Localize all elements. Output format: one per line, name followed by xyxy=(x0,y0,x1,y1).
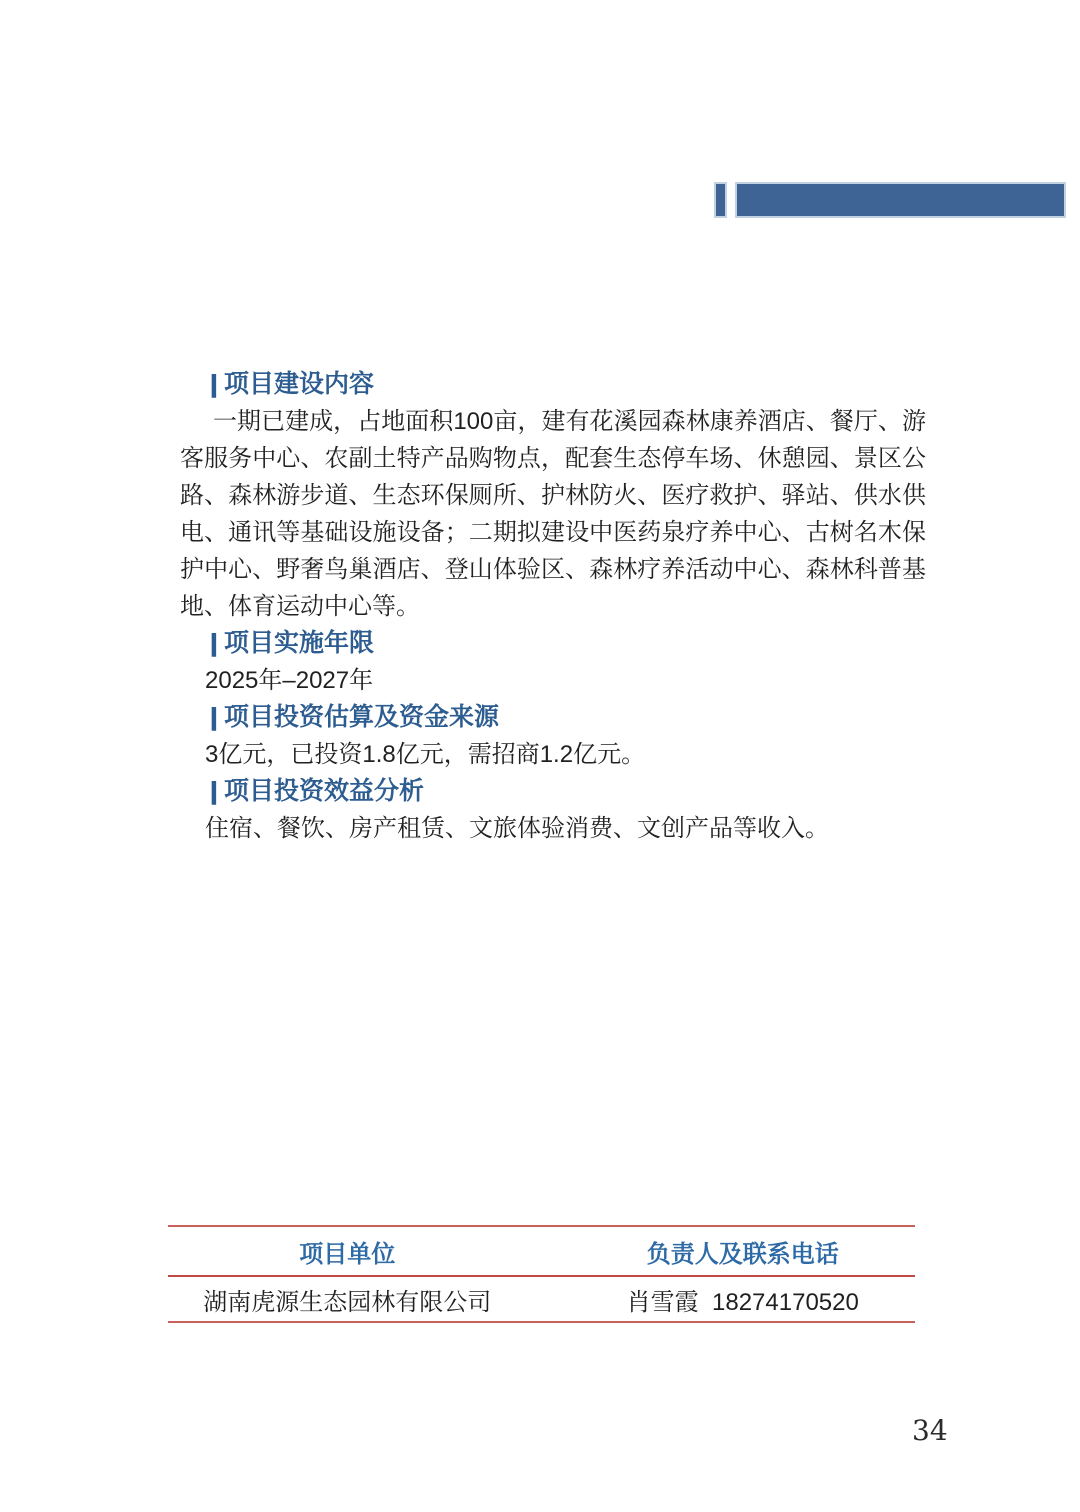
section-body-benefit: 住宿、餐饮、房产租赁、文旅体验消费、文创产品等收入。 xyxy=(205,815,829,842)
section-heading-investment xyxy=(209,699,926,736)
section-heading-label: 项目投资效益分析 xyxy=(224,777,425,805)
section-heading-schedule xyxy=(209,625,926,662)
section-heading-benefit xyxy=(209,773,926,810)
header-accent-bar-large xyxy=(735,182,1066,218)
heading-bar-marker: | xyxy=(209,777,219,805)
contact-cell: 肖雪霞 18274170520 xyxy=(626,1288,859,1316)
section-heading-construction xyxy=(209,366,926,403)
table-row xyxy=(168,1277,915,1323)
heading-bar-marker: | xyxy=(209,703,219,731)
main-content xyxy=(180,366,926,847)
section-heading-label: 项目实施年限 xyxy=(224,629,375,657)
section-body-schedule: 2025年–2027年 xyxy=(205,667,374,694)
header-accent-bar-small xyxy=(714,182,727,218)
project-unit-cell: 湖南虎源生态园林有限公司 xyxy=(203,1288,492,1316)
section-body-investment: 3亿元，已投资1.8亿元，需招商1.2亿元。 xyxy=(205,741,646,768)
section-heading-label: 项目投资估算及资金来源 xyxy=(224,703,500,731)
column-header-contact: 负责人及联系电话 xyxy=(646,1240,839,1268)
section-heading-label: 项目建设内容 xyxy=(224,370,375,398)
contact-table xyxy=(168,1225,915,1323)
page-number: 34 xyxy=(912,1414,948,1447)
contact-table-header-row xyxy=(168,1225,915,1277)
section-body-construction: 一期已建成，占地面积100亩，建有花溪园森林康养酒店、餐厅、游客服务中心、农副土特产品购物点，配套生态停车场、休憩园、景区公路、森林游步道、生态环保厕所、护林防火、医疗救护、驿站、供水供电、通讯等基础设施设备；二期拟建设中医药泉疗养中心、古树名木保护中心、野奢鸟巢酒店、登山体验区、森林疗养活动中心、森林科普基地、体育运动中心等。 xyxy=(180,408,926,620)
column-header-project-unit: 项目单位 xyxy=(299,1240,396,1268)
heading-bar-marker: | xyxy=(209,629,219,657)
heading-bar-marker: | xyxy=(209,370,219,398)
